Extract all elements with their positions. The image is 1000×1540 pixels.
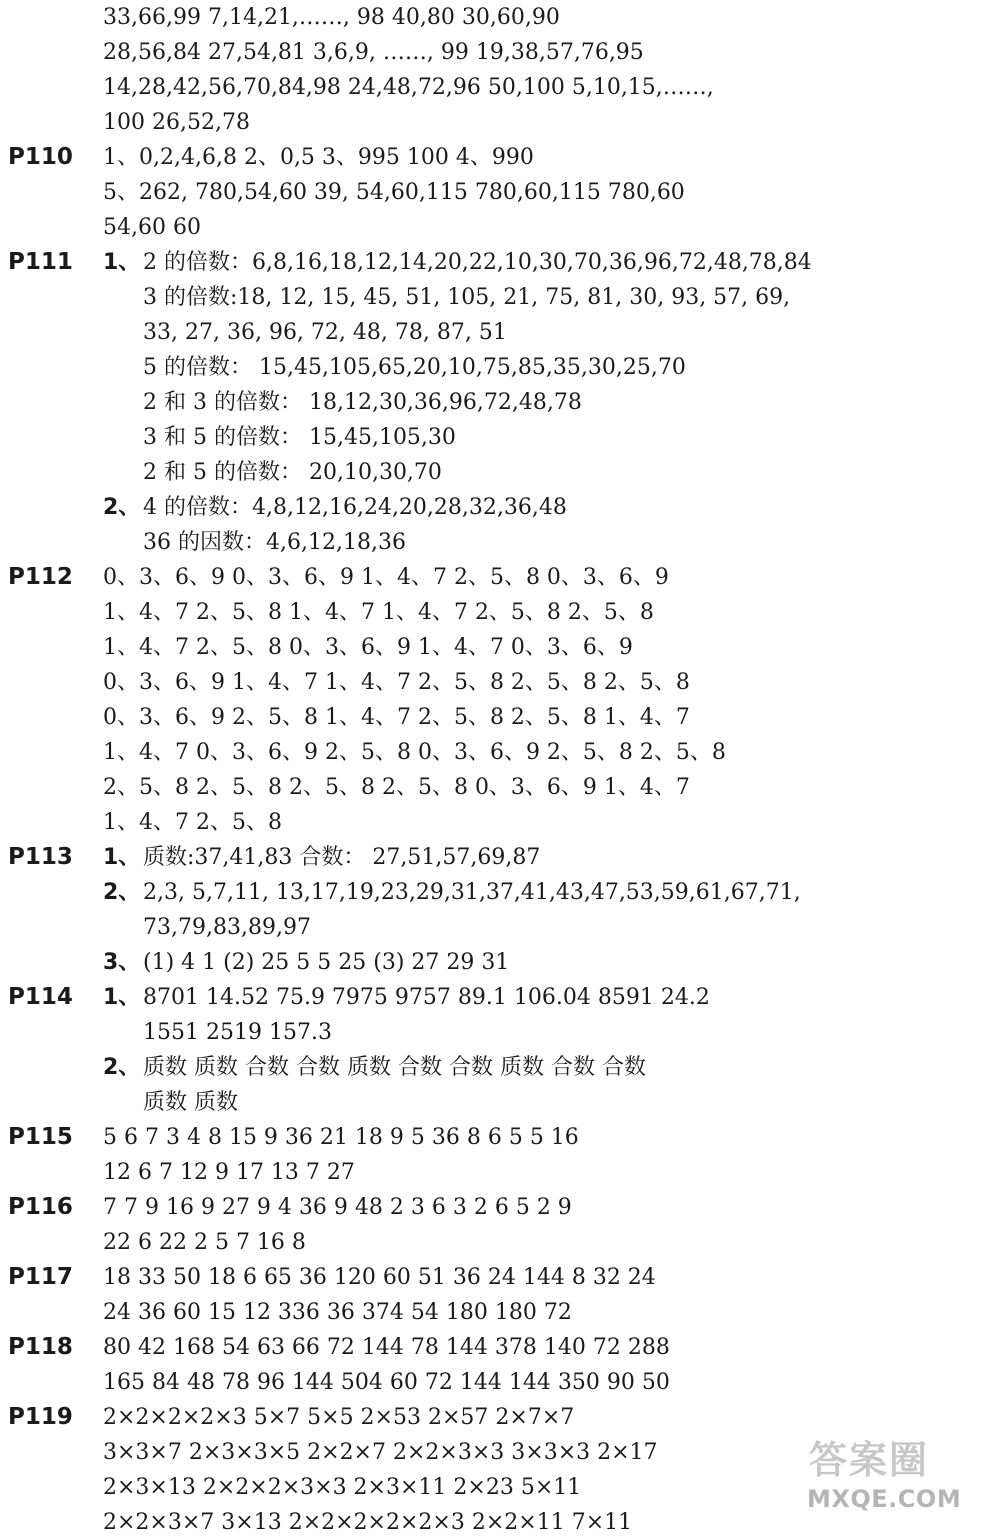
page-label: P112 xyxy=(8,564,73,590)
p112-line-7: 2、5、8 2、5、8 2、5、8 2、5、8 0、3、6、9 1、4、7 xyxy=(103,775,690,800)
intro-line-2: 28,56,84 27,54,81 3,6,9, ……, 99 19,38,57,76,95 xyxy=(103,40,644,65)
p113-line-1: P113 1、 质数:37,41,83 合数： 27,51,57,69,87 xyxy=(0,840,1000,875)
p111-line-2: 3 的倍数:18, 12, 15, 45, 51, 105, 21, 75, 81, 30, 93, 57, 69, xyxy=(143,285,791,310)
p112-line-6: 1、4、7 0、3、6、9 2、5、8 0、3、6、9 2、5、8 2、5、8 xyxy=(103,740,726,765)
question-number: 3、 xyxy=(103,950,141,975)
p113-line-3: 73,79,83,89,97 xyxy=(143,915,311,940)
intro-line-3: 14,28,42,56,70,84,98 24,48,72,96 50,100 5,10,15,……, xyxy=(103,75,714,100)
p112-line-8: 1、4、7 2、5、8 xyxy=(103,810,282,835)
watermark-url: MXQE.COM xyxy=(807,1485,962,1513)
p115-line-1: P115 5 6 7 3 4 8 15 9 36 21 18 9 5 36 8 6 5 5 16 xyxy=(0,1120,1000,1155)
intro-line-1: 33,66,99 7,14,21,……, 98 40,80 30,60,90 xyxy=(103,5,560,30)
p113-line-2: 2、 2,3, 5,7,11, 13,17,19,23,29,31,37,41,43,47,53,59,61,67,71, xyxy=(0,875,1000,910)
p118-line-2: 165 84 48 78 96 144 504 60 72 144 144 350 90 50 xyxy=(103,1370,670,1395)
p110-line-3: 54,60 60 xyxy=(103,215,201,240)
page-label: P110 xyxy=(8,144,73,170)
p116-line-1: P116 7 7 9 16 9 27 9 4 36 9 48 2 3 6 3 2 6 5 2 9 xyxy=(0,1190,1000,1225)
p114-line-4: 质数 质数 xyxy=(143,1090,238,1115)
p113-line-4: 3、 (1) 4 1 (2) 25 5 5 25 (3) 27 29 31 xyxy=(0,945,1000,980)
page-label: P116 xyxy=(8,1194,73,1220)
p110-line-1: P110 1、0,2,4,6,8 2、0,5 3、995 100 4、990 xyxy=(0,140,1000,175)
page-label: P113 xyxy=(8,844,73,870)
question-number: 2、 xyxy=(103,1055,141,1080)
p112-line-2: 1、4、7 2、5、8 1、4、7 1、4、7 2、5、8 2、5、8 xyxy=(103,600,654,625)
p114-line-2: 1551 2519 157.3 xyxy=(143,1020,332,1045)
question-number: 2、 xyxy=(103,880,141,905)
p119-line-3: 2×3×13 2×2×2×3×3 2×3×11 2×23 5×11 xyxy=(103,1475,582,1500)
p112-line-3: 1、4、7 2、5、8 0、3、6、9 1、4、7 0、3、6、9 xyxy=(103,635,633,660)
p111-line-6: 3 和 5 的倍数： 15,45,105,30 xyxy=(143,425,456,450)
p117-line-1: P117 18 33 50 18 6 65 36 120 60 51 36 24 144 8 32 24 xyxy=(0,1260,1000,1295)
p111-line-9: 36 的因数：4,6,12,18,36 xyxy=(143,530,406,555)
p114-line-1: P114 1、 8701 14.52 75.9 7975 9757 89.1 106.04 8591 24.2 xyxy=(0,980,1000,1015)
p119-line-1: P119 2×2×2×2×3 5×7 5×5 2×53 2×57 2×7×7 xyxy=(0,1400,1000,1435)
p112-line-1: P112 0、3、6、9 0、3、6、9 1、4、7 2、5、8 0、3、6、9 xyxy=(0,560,1000,595)
intro-line-4: 100 26,52,78 xyxy=(103,110,250,135)
site-watermark xyxy=(787,1423,982,1523)
watermark-logo-text: 答案圈 xyxy=(809,1438,930,1482)
p112-line-5: 0、3、6、9 2、5、8 1、4、7 2、5、8 2、5、8 1、4、7 xyxy=(103,705,690,730)
p111-line-7: 2 和 5 的倍数： 20,10,30,70 xyxy=(143,460,442,485)
p111-line-3: 33, 27, 36, 96, 72, 48, 78, 87, 51 xyxy=(143,320,507,345)
page-label: P118 xyxy=(8,1334,73,1360)
page-label: P115 xyxy=(8,1124,73,1150)
p119-line-4: 2×2×3×7 3×13 2×2×2×2×2×3 2×2×11 7×11 xyxy=(103,1510,633,1535)
p117-line-2: 24 36 60 15 12 336 36 374 54 180 180 72 xyxy=(103,1300,572,1325)
p114-line-3: 2、 质数 质数 合数 合数 质数 合数 合数 质数 合数 合数 xyxy=(0,1050,1000,1085)
question-number: 2、 xyxy=(103,495,141,520)
page-label: P114 xyxy=(8,984,73,1010)
p112-line-4: 0、3、6、9 1、4、7 1、4、7 2、5、8 2、5、8 2、5、8 xyxy=(103,670,690,695)
page-label: P119 xyxy=(8,1404,73,1430)
p118-line-1: P118 80 42 168 54 63 66 72 144 78 144 378 140 72 288 xyxy=(0,1330,1000,1365)
page-label: P111 xyxy=(8,249,73,275)
p111-line-4: 5 的倍数： 15,45,105,65,20,10,75,85,35,30,25,70 xyxy=(143,355,686,380)
p119-line-2: 3×3×7 2×3×3×5 2×2×7 2×2×3×3 3×3×3 2×17 xyxy=(103,1440,658,1465)
p115-line-2: 12 6 7 12 9 17 13 7 27 xyxy=(103,1160,355,1185)
question-number: 1、 xyxy=(103,845,141,870)
p110-line-2: 5、262, 780,54,60 39, 54,60,115 780,60,115 780,60 xyxy=(103,180,685,205)
p111-line-5: 2 和 3 的倍数： 18,12,30,36,96,72,48,78 xyxy=(143,390,582,415)
p111-line-8: 2、 4 的倍数：4,8,12,16,24,20,28,32,36,48 xyxy=(0,490,1000,525)
question-number: 1、 xyxy=(103,250,141,275)
p111-line-1: P111 1、 2 的倍数：6,8,16,18,12,14,20,22,10,30,70,36,96,72,48,78,84 xyxy=(0,245,1000,280)
question-number: 1、 xyxy=(103,985,141,1010)
page-label: P117 xyxy=(8,1264,73,1290)
p116-line-2: 22 6 22 2 5 7 16 8 xyxy=(103,1230,306,1255)
